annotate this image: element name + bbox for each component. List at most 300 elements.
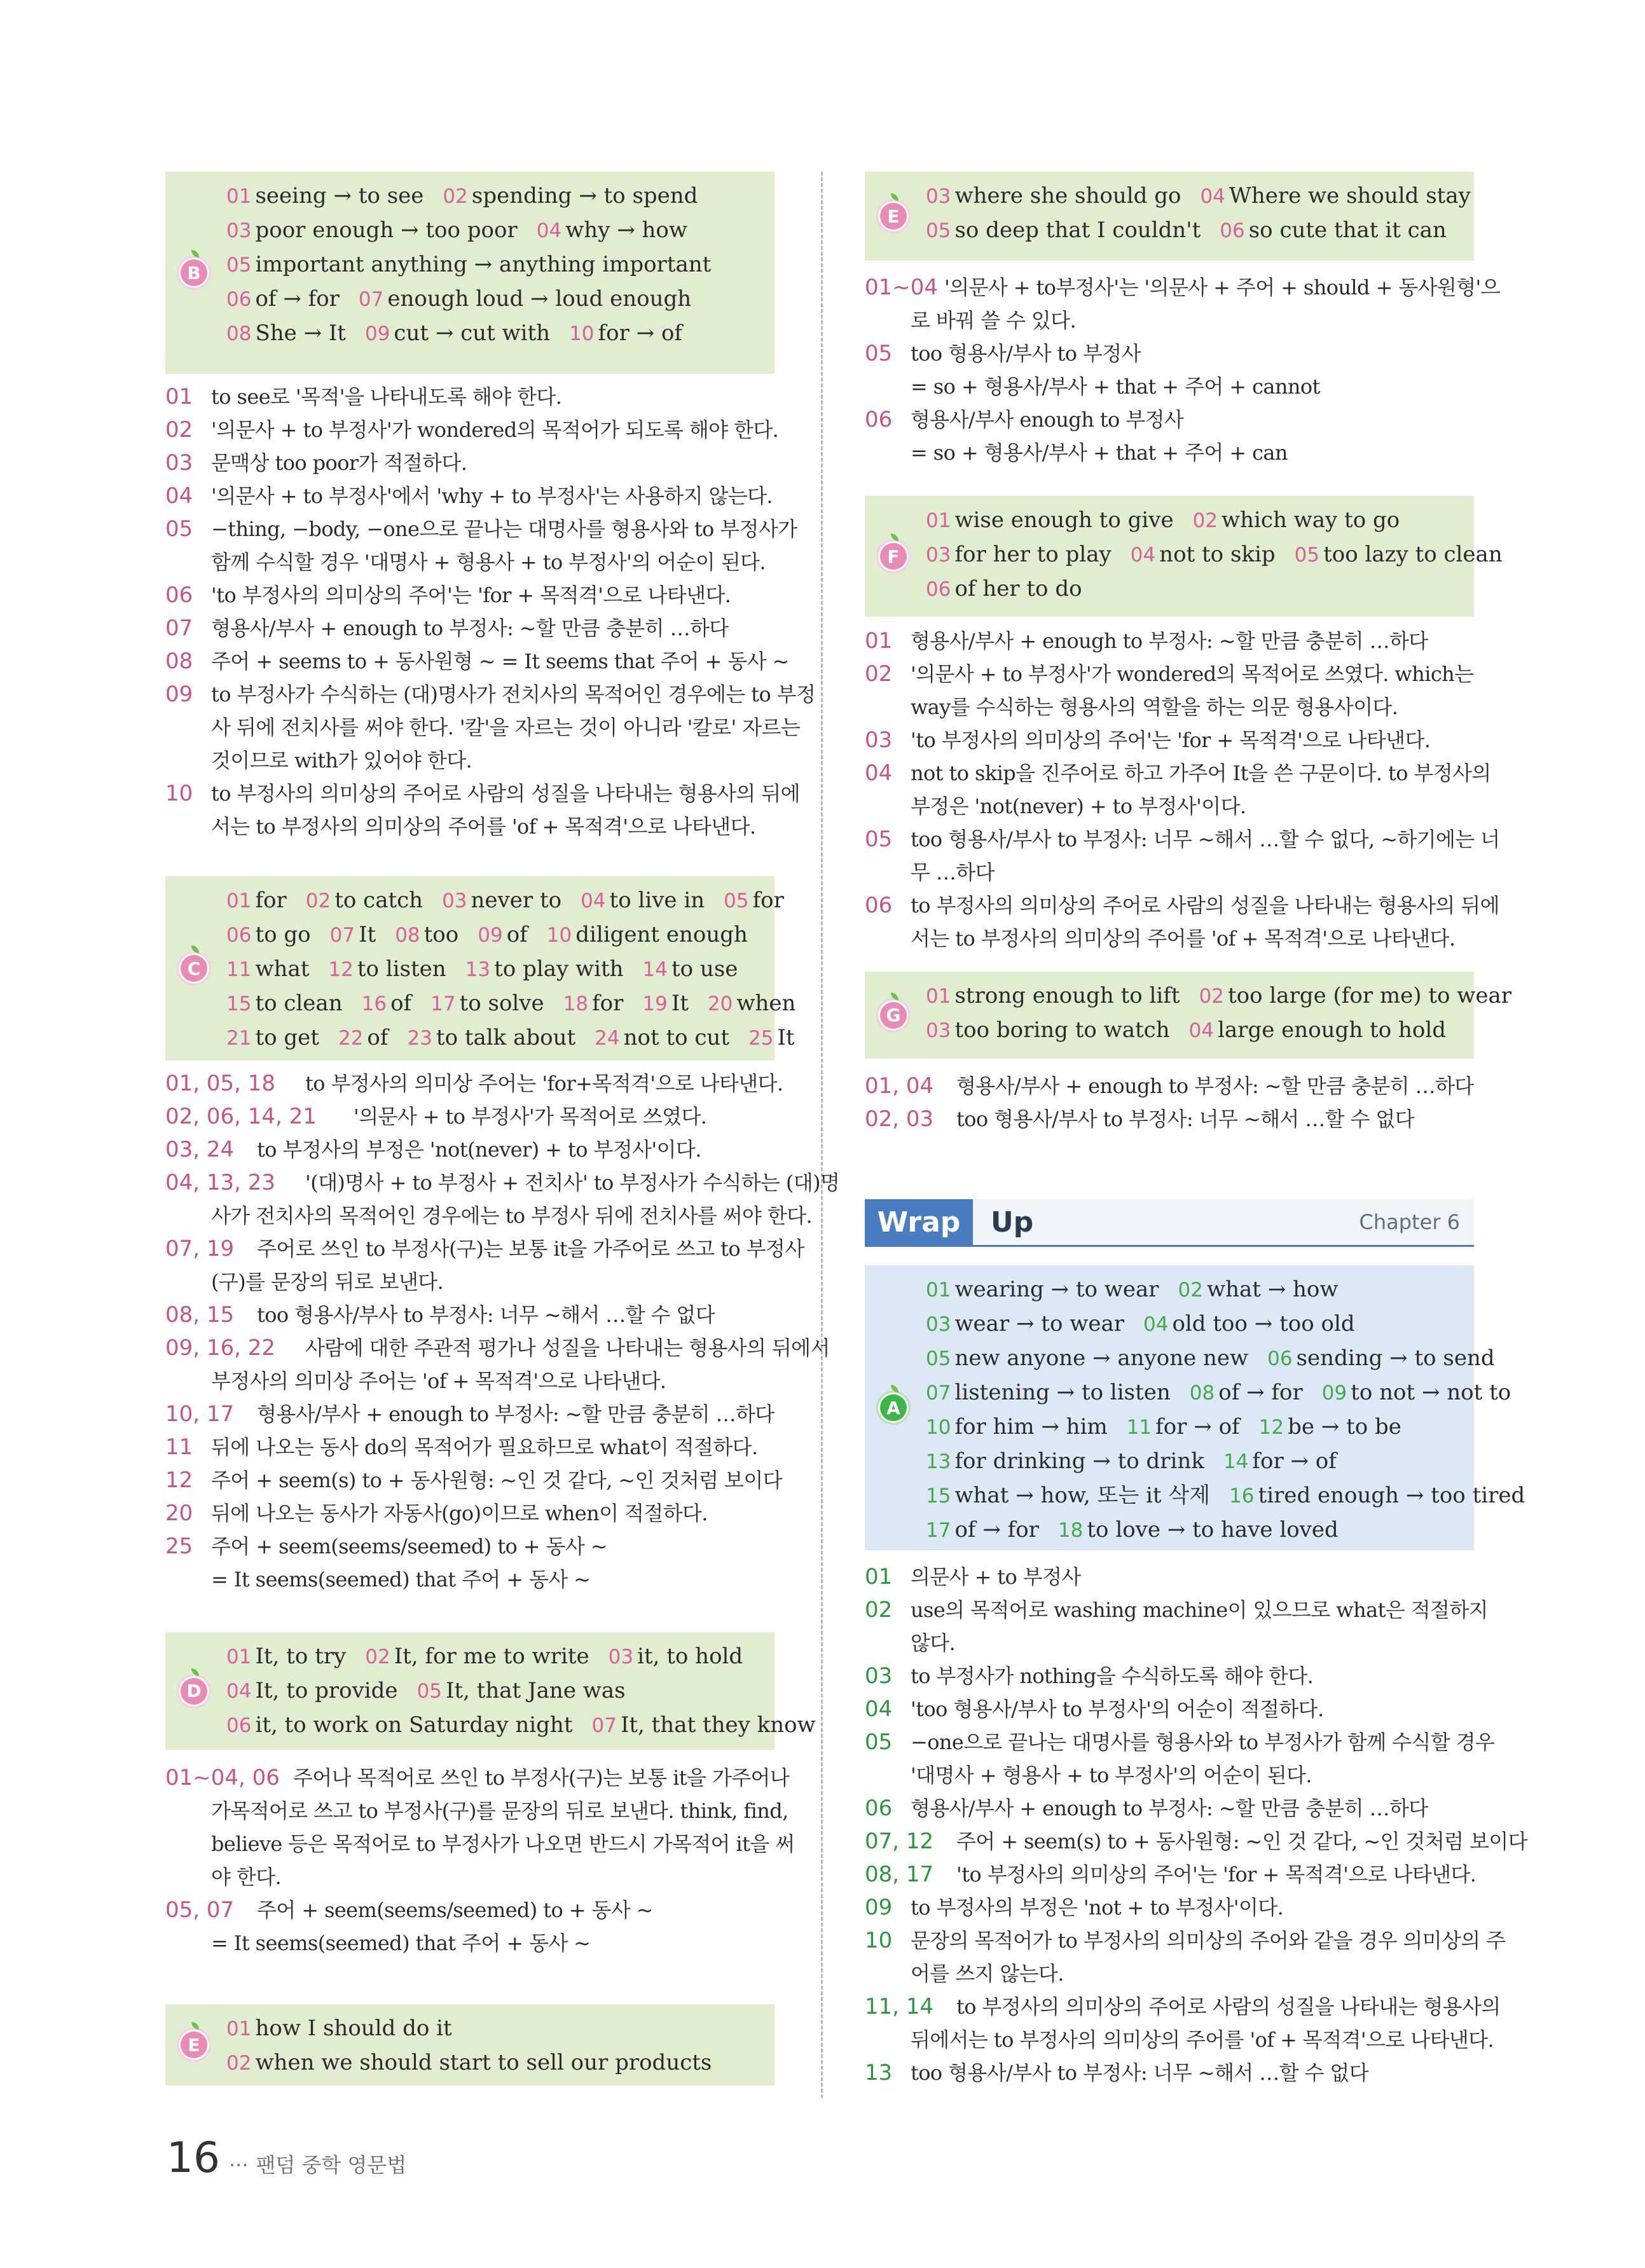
answer-item [407, 1025, 575, 1050]
answer-text: which way to go [1222, 507, 1400, 533]
answer-number: 06 [226, 288, 252, 311]
answer-text: when [736, 991, 796, 1016]
answer-item [708, 991, 795, 1016]
answer-item [926, 183, 1181, 209]
leaf-icon [191, 1668, 199, 1676]
explanations-d [165, 1761, 795, 1960]
answer-item [226, 183, 423, 209]
explanation-text: '의문사 + to 부정사'에서 'why + to 부정사'는 사용하지 않는다. [211, 484, 773, 508]
answer-text: of her to do [954, 576, 1082, 601]
explanation-line [865, 757, 1491, 790]
answer-item [226, 1644, 346, 1669]
explanation-label [865, 1957, 911, 1990]
explanation-text: too 형용사/부사 to 부정사: 너무 ~해서 …할 수 없다 [911, 2061, 1369, 2085]
answer-item [328, 956, 446, 982]
answer-text: large enough to hold [1218, 1017, 1446, 1043]
answer-text: Where we should stay [1229, 183, 1471, 209]
explanation-line [865, 1593, 1488, 1626]
answer-item [226, 320, 346, 346]
explanation-line [165, 512, 797, 546]
answer-number: 08 [226, 322, 252, 345]
explanation-label: 01, 05, 18 [165, 1071, 276, 1096]
answer-item [926, 1345, 1248, 1371]
explanation-label: 05 [865, 1729, 893, 1755]
answer-text: to love → to have loved [1087, 1517, 1339, 1543]
explanation-label: 09 [865, 1895, 893, 1920]
answer-number: 03 [442, 890, 467, 912]
explanation-label: 03 [865, 727, 893, 753]
answer-text: for her to play [954, 542, 1112, 567]
explanation-label [165, 711, 211, 744]
explanation-line [865, 790, 1474, 823]
badge-letter: E [887, 205, 900, 227]
answer-box-b [165, 172, 774, 374]
answer-number: 24 [595, 1027, 620, 1050]
explanations-b [165, 380, 816, 843]
answer-item [1322, 1380, 1511, 1405]
answer-row [226, 2046, 768, 2080]
explanation-text: 'too 형용사/부사 to 부정사'의 어순이 적절하다. [911, 1697, 1324, 1721]
explanation-label: 01~04, 06 [165, 1765, 280, 1790]
explanation-text: 형용사/부사 + enough to 부정사: ~할 만큼 충분히 …하다 [956, 1074, 1474, 1098]
answer-box-e [165, 2004, 774, 2086]
explanation-text: too 형용사/부사 to 부정사: 너무 ~해서 …할 수 없다 [956, 1107, 1415, 1131]
answer-item [563, 991, 624, 1016]
explanation-line [865, 691, 1474, 724]
answer-item [595, 1025, 729, 1050]
badge-letter: A [886, 1397, 900, 1419]
answer-text: for [255, 888, 287, 913]
leaf-icon [891, 193, 898, 201]
answer-item [338, 1025, 389, 1050]
answer-text: of → for [954, 1517, 1039, 1543]
answer-number: 01 [926, 985, 951, 1008]
book-title: 팬덤 중학 영문법 [256, 2153, 407, 2177]
explanation-line [865, 1990, 1501, 2023]
answer-item [365, 1644, 589, 1669]
answer-item [430, 991, 544, 1016]
answer-row [226, 214, 768, 248]
answer-text: of [390, 991, 412, 1016]
explanation-line [165, 1166, 840, 1199]
leaf-icon [191, 2022, 199, 2030]
answer-item [1199, 983, 1511, 1008]
answer-item [591, 1712, 815, 1738]
explanation-line [865, 1726, 1495, 1759]
explanation-line [165, 1431, 774, 1464]
answer-number: 16 [361, 993, 387, 1015]
answer-text: to solve [459, 991, 544, 1016]
explanation-text: 사가 전치사의 목적어인 경우에는 to 부정사 뒤에 전치사를 써야 한다. [211, 1204, 813, 1228]
explanation-label: 13 [865, 2060, 893, 2086]
answer-number: 15 [226, 993, 252, 1015]
explanation-text: 부정사의 의미상 주어는 'of + 목적격'으로 나타낸다. [211, 1369, 666, 1393]
explanation-line [865, 1693, 1474, 1726]
explanation-label: 01, 04 [865, 1073, 934, 1099]
explanation-label [165, 546, 211, 579]
answer-item [1190, 1380, 1303, 1405]
answer-number: 07 [358, 288, 384, 311]
explanation-line [165, 1331, 830, 1364]
explanation-label: 10 [165, 781, 193, 806]
answer-item [442, 888, 561, 913]
explanation-line [865, 724, 1474, 757]
explanation-line [865, 1759, 1474, 1792]
explanation-line [865, 304, 1474, 337]
answer-item [609, 1644, 743, 1669]
explanation-line [865, 1858, 1474, 1891]
explanation-text: way를 수식하는 형용사의 역할을 하는 의문 형용사이다. [911, 695, 1398, 719]
explanation-label [165, 1199, 211, 1232]
answer-item [1229, 1483, 1525, 1508]
explanation-text: 어를 쓰지 않는다. [911, 1962, 1064, 1986]
answer-number: 10 [569, 322, 595, 345]
explanation-line [865, 1792, 1474, 1825]
answer-number: 09 [364, 322, 390, 345]
answer-box-e-continued [865, 172, 1474, 261]
answer-number: 04 [536, 219, 562, 242]
answer-text: for him → him [954, 1414, 1108, 1440]
answer-row [926, 1307, 1468, 1342]
answer-text: old too → too old [1172, 1311, 1355, 1337]
answer-text: what → how [1206, 1277, 1339, 1302]
answer-text: It [777, 1025, 795, 1050]
answer-text: to catch [334, 888, 423, 913]
explanations-f [865, 624, 1500, 955]
explanation-text: 형용사/부사 + enough to 부정사: ~할 만큼 충분히 …하다 [911, 1796, 1428, 1820]
answer-item [724, 888, 784, 913]
answer-number: 16 [1229, 1485, 1255, 1508]
explanation-text: to see로 '목적'을 나타내도록 해야 한다. [211, 385, 562, 409]
answer-text: too boring to watch [954, 1017, 1170, 1043]
answer-number: 04 [1130, 544, 1156, 567]
leaf-icon [191, 945, 199, 953]
wrap-up-header [865, 1199, 1474, 1247]
explanation-label [165, 1860, 211, 1893]
answer-item [748, 1025, 795, 1050]
answer-item [581, 888, 705, 913]
explanation-label: 01 [865, 628, 893, 654]
explanation-line [865, 370, 1474, 403]
answer-text: strong enough to lift [954, 983, 1180, 1008]
answer-text: for → of [1252, 1448, 1337, 1474]
answer-number: 06 [1267, 1347, 1293, 1370]
explanation-label: 08 [165, 649, 193, 674]
page-number: 16 [167, 2133, 220, 2182]
answer-text: it, to work on Saturday night [255, 1712, 573, 1738]
explanation-line [165, 1860, 774, 1893]
answer-item [226, 888, 287, 913]
answer-row [926, 1513, 1468, 1548]
column-divider [821, 172, 823, 2098]
explanation-label: 06 [865, 893, 893, 918]
explanation-label: 25 [165, 1534, 193, 1559]
explanation-label [165, 744, 211, 777]
explanations-g [865, 1069, 1474, 1136]
explanation-text: 것이므로 with가 있어야 한다. [211, 748, 472, 773]
answer-number: 10 [926, 1416, 951, 1439]
section-badge-icon [876, 1391, 911, 1425]
explanation-line [165, 645, 789, 678]
explanation-line [165, 1199, 813, 1232]
explanation-line [165, 612, 774, 645]
explanation-text: '(대)명사 + to 부정사 + 전치사' to 부정사가 수식하는 (대)명 [305, 1171, 840, 1195]
explanation-text: 사 뒤에 전치사를 써야 한다. '칼'을 자르는 것이 아니라 '칼로' 자르는 [211, 715, 801, 739]
explanation-line [865, 1069, 1474, 1103]
answer-number: 09 [1321, 1382, 1347, 1405]
explanation-label [165, 1563, 211, 1596]
explanation-label [865, 370, 911, 403]
answer-number: 04 [581, 890, 606, 912]
explanation-label: 06 [165, 582, 193, 608]
explanation-line [165, 546, 774, 579]
explanation-line [165, 744, 774, 777]
answer-number: 22 [338, 1027, 364, 1050]
explanation-text: 형용사/부사 + enough to 부정사: ~할 만큼 충분히 …하다 [257, 1402, 774, 1426]
answer-number: 11 [226, 958, 252, 981]
explanation-line [165, 777, 800, 810]
explanation-text: 주어 + seems to + 동사원형 ~ = It seems that 주어 + 동사 ~ [211, 649, 789, 673]
answer-row [926, 1342, 1495, 1376]
explanation-line [165, 810, 774, 843]
answer-row [226, 884, 784, 918]
explanation-text: 형용사/부사 enough to 부정사 [911, 408, 1184, 432]
answer-item [330, 922, 376, 947]
explanation-text: '의문사 + to부정사'는 '의문사 + 주어 + should + 동사원형'으 [944, 275, 1501, 299]
answer-text: so deep that I couldn't [954, 217, 1201, 243]
explanation-line [165, 1927, 774, 1960]
explanation-line [165, 1893, 774, 1927]
explanation-line [865, 403, 1474, 436]
answer-text: where she should go [954, 183, 1181, 209]
explanation-text: believe 등은 목적어로 to 부정사가 나오면 반드시 가목적어 it을 써 [211, 1832, 795, 1856]
explanation-line [865, 1924, 1506, 1957]
explanation-text: use의 목적어로 washing machine이 있으므로 what은 적절하지 [911, 1598, 1488, 1622]
answer-number: 20 [707, 993, 733, 1015]
answer-item [1193, 507, 1400, 533]
answer-number: 04 [1143, 1313, 1169, 1336]
answer-item [1200, 183, 1470, 209]
answer-item [926, 1311, 1124, 1337]
answer-number: 18 [563, 993, 589, 1015]
explanation-line [865, 1626, 1474, 1660]
answer-item [926, 983, 1180, 1008]
answer-item [395, 922, 458, 947]
explanation-text: = so + 형용사/부사 + that + 주어 + cannot [911, 375, 1320, 399]
explanation-label [165, 810, 211, 843]
explanation-line [165, 1497, 774, 1530]
answer-text: how I should do it [255, 2016, 452, 2041]
answer-row [926, 572, 1468, 607]
explanation-text: 로 바꿔 쓸 수 있다. [911, 308, 1077, 333]
explanation-label: 03 [865, 1663, 893, 1689]
answer-item [359, 286, 691, 312]
answer-item [226, 1678, 398, 1703]
explanation-label: 08, 15 [165, 1302, 235, 1328]
answer-item [1058, 1517, 1339, 1543]
explanation-text: 부정은 'not(never) + to 부정사'이다. [911, 794, 1246, 818]
answer-item [926, 1517, 1039, 1543]
explanation-text: −one으로 끝나는 대명사를 형용사와 to 부정사가 함께 수식할 경우 [911, 1730, 1495, 1754]
page-footer [167, 2133, 406, 2182]
answer-item [1189, 1017, 1446, 1043]
answer-text: to clean [255, 991, 343, 1016]
answer-text: new anyone → anyone new [954, 1345, 1249, 1371]
answer-text: It, that they know [620, 1712, 816, 1738]
explanation-label [865, 856, 911, 889]
explanation-line [165, 678, 816, 711]
answer-row [226, 1674, 768, 1708]
explanation-line [865, 1825, 1527, 1858]
explanation-text: to 부정사의 의미상 주어는 'for+목적격'으로 나타낸다. [305, 1071, 783, 1096]
answer-number: 02 [226, 2052, 252, 2075]
explanation-label [165, 1794, 211, 1827]
explanation-line [165, 1761, 790, 1794]
explanation-line [865, 889, 1499, 922]
badge-letter: C [187, 958, 201, 979]
explanation-line [165, 1100, 774, 1133]
answer-number: 01 [226, 2017, 252, 2040]
answer-row [926, 1376, 1511, 1410]
explanation-line [165, 1827, 795, 1860]
answer-text: when we should start to sell our products [255, 2050, 712, 2075]
explanation-label [165, 1927, 211, 1960]
explanation-line [865, 337, 1474, 370]
explanation-line [865, 624, 1474, 657]
answer-row [926, 1014, 1468, 1048]
answer-text: why → how [565, 217, 687, 243]
answer-item [1220, 217, 1447, 243]
answer-text: for [592, 991, 624, 1016]
answer-item [443, 183, 698, 209]
explanation-line [165, 579, 774, 612]
answer-text: cut → cut with [394, 320, 551, 346]
section-badge-icon [177, 2028, 211, 2062]
explanation-text: too 형용사/부사 to 부정사: 너무 ~해서 …할 수 없다, ~하기에는 너 [911, 827, 1500, 851]
explanation-text: 서는 to 부정사의 의미상의 주어를 'of + 목적격'으로 나타낸다. [211, 814, 756, 839]
answer-text: seeing → to see [255, 183, 424, 209]
explanation-label: 10 [865, 1928, 893, 1953]
answer-text: of → for [255, 286, 340, 312]
explanation-text: 문맥상 too poor가 적절하다. [211, 451, 467, 475]
answer-item [926, 1380, 1171, 1405]
answer-number: 01 [926, 509, 951, 532]
explanation-label: 01 [865, 1564, 893, 1590]
explanations-c [165, 1067, 840, 1596]
explanation-line [165, 380, 774, 413]
explanation-text: to 부정사가 수식하는 (대)명사가 전치사의 목적어인 경우에는 to 부정 [211, 682, 816, 706]
explanation-line [165, 1133, 774, 1166]
answer-text: of [367, 1025, 389, 1050]
answer-number: 12 [328, 958, 354, 981]
answer-box-d [165, 1632, 816, 1750]
explanation-text: to 부정사의 의미상의 주어로 사람의 성질을 나타내는 형용사의 뒤에 [911, 893, 1499, 918]
answer-number: 25 [748, 1027, 774, 1050]
up-label: Up [991, 1206, 1034, 1239]
badge-letter: F [887, 546, 900, 567]
explanation-label: 04 [865, 1696, 893, 1722]
explanation-label: 02 [865, 661, 893, 687]
answer-item [226, 922, 311, 947]
explanation-text: 주어 + seem(s) to + 동사원형: ~인 것 같다, ~인 것처럼 보이다 [211, 1468, 782, 1492]
explanation-text: 뒤에서는 to 부정사의 의미상의 주어를 'of + 목적격'으로 나타낸다. [911, 2028, 1494, 2052]
answer-item [1223, 1448, 1337, 1474]
explanation-label [865, 1626, 911, 1660]
answer-box-a [865, 1265, 1525, 1550]
answer-text: to play with [494, 956, 624, 982]
answer-text: enough loud → loud enough [387, 286, 692, 312]
explanation-line [865, 271, 1501, 304]
explanation-text: 'to 부정사의 의미상의 주어'는 'for + 목적격'으로 나타낸다. [956, 1862, 1476, 1887]
explanation-text: = It seems(seemed) that 주어 + 동사 ~ [211, 1931, 591, 1955]
answer-number: 01 [926, 1279, 951, 1302]
explanation-text: −thing, −body, −one으로 끝나는 대명사를 형용사와 to 부정사가 [211, 517, 797, 541]
explanation-line [165, 1398, 774, 1431]
answer-row [926, 538, 1503, 572]
explanation-text: 주어나 목적어로 쓰인 to 부정사(구)는 보통 it을 가주어나 [293, 1766, 790, 1790]
answer-row [226, 317, 768, 351]
explanation-text: 야 한다. [211, 1865, 282, 1889]
explanation-label: 06 [865, 407, 893, 432]
explanation-text: '의문사 + to 부정사'가 목적어로 쓰였다. [354, 1104, 707, 1129]
explanation-line [865, 1103, 1474, 1136]
explanation-label [865, 304, 911, 337]
explanation-text: 함께 수식할 경우 '대명사 + 형용사 + to 부정사'의 어순이 된다. [211, 550, 766, 574]
answer-number: 10 [546, 924, 572, 947]
section-badge-icon [177, 1674, 211, 1708]
answer-number: 19 [642, 993, 668, 1015]
answer-number: 14 [642, 958, 668, 981]
explanation-text: 주어 + seem(seems/seemed) to + 동사 ~ [211, 1534, 607, 1558]
explanation-line [865, 856, 1474, 889]
answer-number: 05 [926, 1347, 951, 1370]
answer-row [926, 214, 1468, 248]
answer-item [226, 2050, 712, 2075]
leaf-icon [891, 533, 898, 541]
explanation-label: 05 [865, 341, 893, 366]
answer-item [226, 1025, 319, 1050]
answer-item [1131, 542, 1276, 567]
explanation-text: '의문사 + to 부정사'가 wondered의 목적어가 되도록 해야 한다. [211, 418, 779, 442]
explanation-text: to 부정사의 의미상의 주어로 사람의 성질을 나타내는 형용사의 뒤에 [211, 781, 800, 806]
explanation-label: 11, 14 [865, 1994, 934, 2019]
wrap-label: Wrap [865, 1199, 973, 1245]
explanation-text: to 부정사의 부정은 'not(never) + to 부정사'이다. [257, 1137, 701, 1162]
answer-row [926, 979, 1512, 1014]
answer-number: 15 [926, 1485, 951, 1508]
answer-row [226, 918, 768, 952]
explanation-label [165, 1827, 211, 1860]
explanation-text: 의문사 + to 부정사 [911, 1565, 1081, 1589]
answer-row [226, 987, 796, 1021]
explanation-text: 사람에 대한 주관적 평가나 성질을 나타내는 형용사의 뒤에서 [305, 1336, 830, 1360]
explanation-line [865, 922, 1474, 955]
explanation-text: '대명사 + 형용사 + to 부정사'의 어순이 된다. [911, 1763, 1312, 1787]
explanation-text: 뒤에 나오는 동사가 자동사(go)이므로 when이 적절하다. [211, 1501, 708, 1525]
explanation-text: 무 …하다 [911, 860, 995, 884]
explanations-e [865, 271, 1501, 469]
answer-number: 05 [1294, 544, 1320, 567]
answer-text: It, for me to write [394, 1644, 589, 1669]
answer-number: 08 [1189, 1382, 1215, 1405]
explanation-line [165, 1563, 774, 1596]
explanation-line [165, 446, 774, 479]
answer-item [926, 1414, 1108, 1440]
answer-text: it, to hold [637, 1644, 743, 1669]
explanation-label [865, 790, 911, 823]
answer-number: 05 [926, 219, 951, 242]
answer-text: too lazy to clean [1323, 542, 1503, 567]
